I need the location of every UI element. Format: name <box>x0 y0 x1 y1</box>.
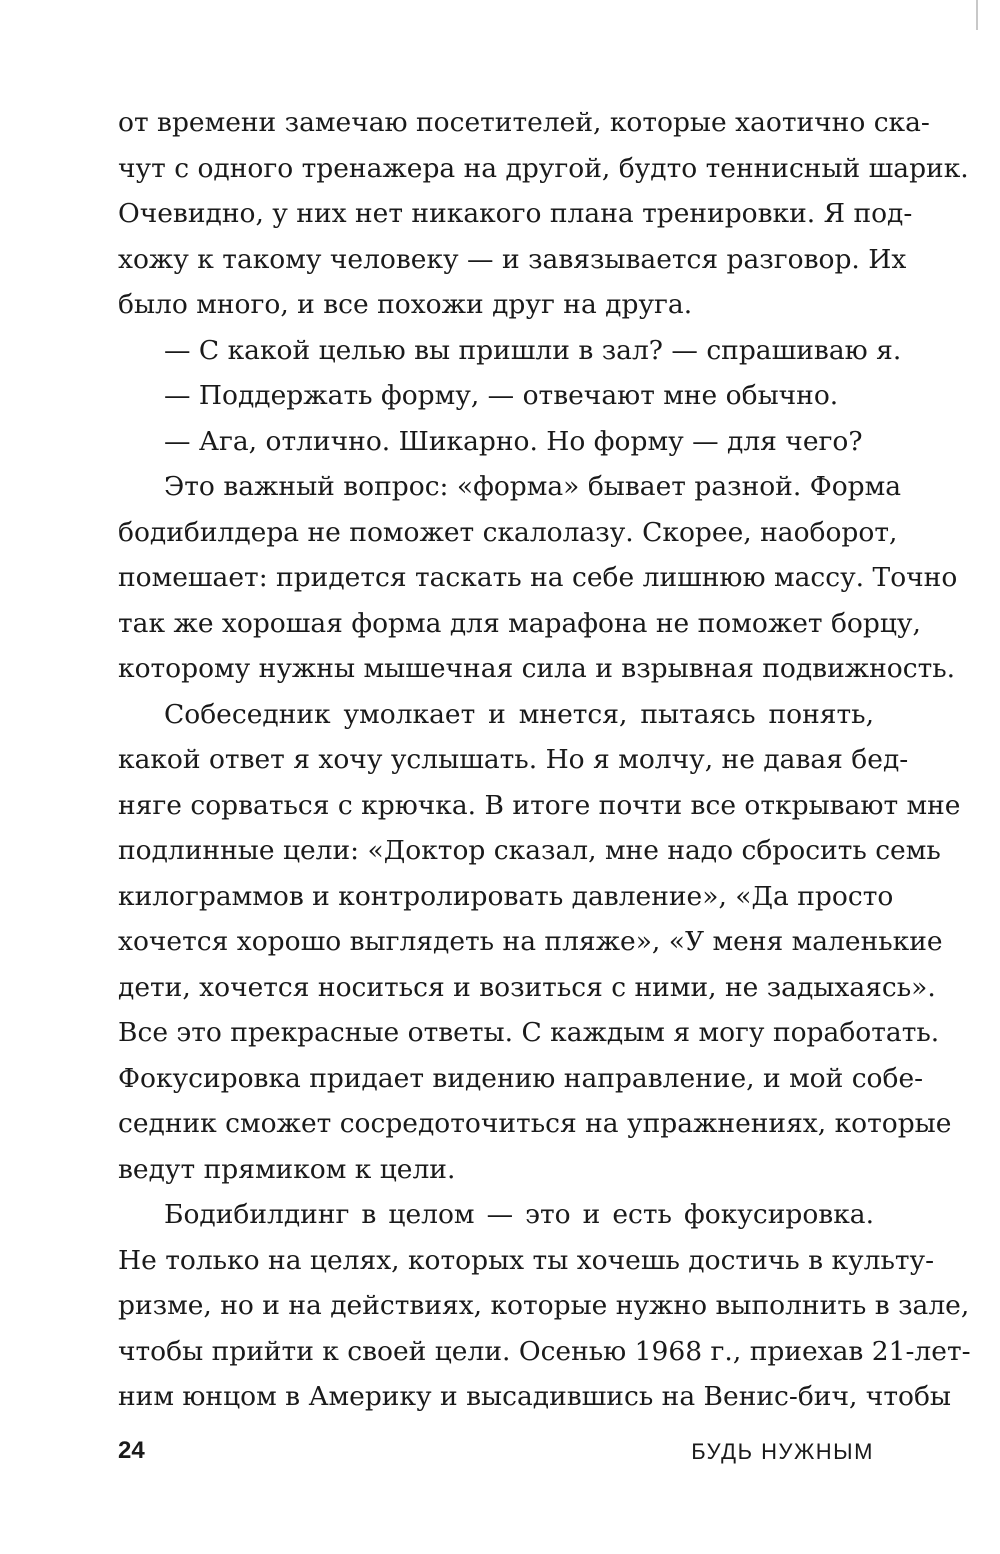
paragraph-start-line: Бодибилдинг в целом — это и есть фокусировка. <box>164 1199 874 1230</box>
page-number: 24 <box>118 1437 145 1464</box>
text-line: чут с одного тренажера на другой, будто теннисный шарик. <box>118 152 969 184</box>
text-line: Очевидно, у них нет никакого плана тренировки. Я под- <box>118 198 913 229</box>
text-line: помешает: придется таскать на себе лишнюю массу. Точно <box>118 562 958 593</box>
paragraph-start-line: Это важный вопрос: «форма» бывает разной. Форма <box>164 471 902 502</box>
text-line: подлинные цели: «Доктор сказал, мне надо сбросить семь <box>118 835 941 866</box>
dialogue-line: — С какой целью вы пришли в зал? — спрашиваю я. <box>164 334 902 366</box>
text-line: хожу к такому человеку — и завязывается разговор. Их <box>118 243 907 275</box>
text-line: было много, и все похожи друг на друга. <box>118 289 693 320</box>
text-line: дети, хочется носиться и возиться с ними, не задыхаясь». <box>118 971 936 1003</box>
page-footer <box>118 1437 874 1473</box>
page-edge-mark <box>976 0 978 30</box>
text-line: чтобы прийти к своей цели. Осенью 1968 г., приехав 21-лет- <box>118 1335 971 1367</box>
running-title: БУДЬ НУЖНЫМ <box>691 1439 874 1464</box>
text-line: ведут прямиком к цели. <box>118 1153 456 1185</box>
text-line: так же хорошая форма для марафона не поможет борцу, <box>118 607 921 639</box>
text-line: Фокусировка придает видению направление, и мой собе- <box>118 1062 924 1094</box>
text-line: от времени замечаю посетителей, которые хаотично ска- <box>118 107 930 138</box>
body-text <box>118 100 971 1420</box>
text-line: седник сможет сосредоточиться на упражнениях, которые <box>118 1108 952 1139</box>
text-line: няге сорваться с крючка. В итоге почти все открывают мне <box>118 789 961 821</box>
text-line: ним юнцом в Америку и высадившись на Венис-бич, чтобы <box>118 1381 951 1412</box>
dialogue-line: — Ага, отлично. Шикарно. Но форму — для чего? <box>164 425 863 457</box>
dialogue-line: — Поддержать форму, — отвечают мне обычно. <box>164 380 839 411</box>
text-line: какой ответ я хочу услышать. Но я молчу, не давая бед- <box>118 744 909 775</box>
text-line: хочется хорошо выглядеть на пляже», «У меня маленькие <box>118 926 943 957</box>
text-line: Все это прекрасные ответы. С каждым я могу поработать. <box>118 1017 940 1048</box>
text-line: бодибилдера не поможет скалолазу. Скорее, наоборот, <box>118 516 898 548</box>
text-line: Не только на целях, которых ты хочешь достичь в культу- <box>118 1244 935 1276</box>
text-line: ризме, но и на действиях, которые нужно выполнить в зале, <box>118 1290 970 1321</box>
text-line: килограммов и контролировать давление», «Да просто <box>118 880 894 912</box>
paragraph-start-line: Собеседник умолкает и мнется, пытаясь понять, <box>164 698 874 730</box>
text-line: которому нужны мышечная сила и взрывная подвижность. <box>118 653 956 684</box>
